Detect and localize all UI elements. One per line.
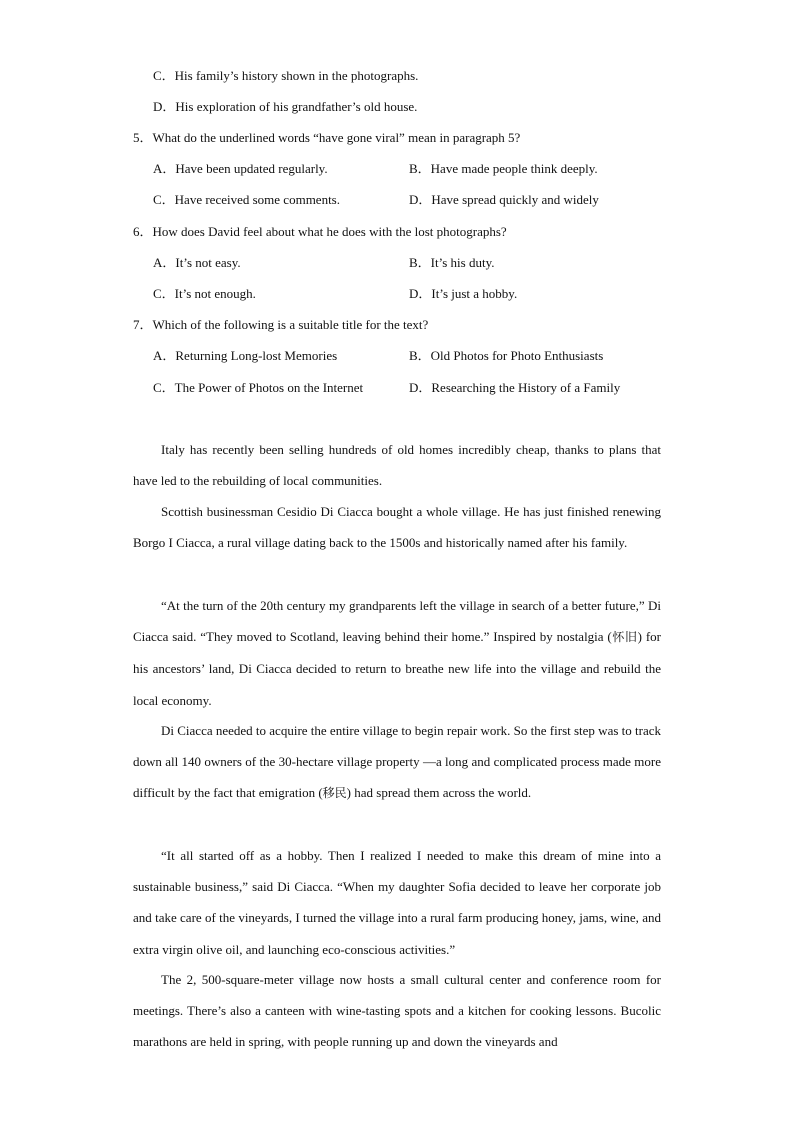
q5-option-d: D．Have spread quickly and widely bbox=[409, 192, 599, 207]
q4-option-d: D．His exploration of his grandfather’s old house. bbox=[153, 99, 418, 114]
q7-option-a: A．Returning Long-lost Memories bbox=[153, 348, 338, 363]
q6-option-a: A．It’s not easy. bbox=[153, 255, 241, 270]
q5-option-a: A．Have been updated regularly. bbox=[153, 161, 328, 176]
q4-option-c: C．His family’s history shown in the photographs. bbox=[153, 68, 419, 83]
passage-paragraph-2: Scottish businessman Cesidio Di Ciacca bought a whole village. He has just finished renewing Borgo I Ciacca, a rural village dating back to the 1500s and historically named after his family. bbox=[133, 504, 661, 551]
q6-option-b: B．It’s his duty. bbox=[409, 255, 495, 270]
passage-paragraph-1: Italy has recently been selling hundreds of old homes incredibly cheap, thanks to plans that have led to the rebuilding of local communities. bbox=[133, 442, 661, 489]
q6-option-d: D．It’s just a hobby. bbox=[409, 286, 518, 301]
q7-option-b: B．Old Photos for Photo Enthusiasts bbox=[409, 348, 604, 363]
q7-stem: 7．Which of the following is a suitable title for the text? bbox=[133, 317, 429, 332]
q5-option-c: C．Have received some comments. bbox=[153, 192, 340, 207]
q5-stem: 5．What do the underlined words “have gone viral” mean in paragraph 5? bbox=[133, 130, 521, 145]
passage-paragraph-4-part-b: ) had spread them across the world. bbox=[346, 785, 532, 801]
passage-paragraph-3 bbox=[133, 590, 661, 716]
q6-option-c: C．It’s not enough. bbox=[153, 286, 256, 301]
passage-paragraph-4 bbox=[133, 715, 661, 810]
passage-paragraph-5: “It all started off as a hobby. Then I realized I needed to make this dream of mine into a sustainable business,” said Di Ciacca. “When my daughter Sofia decided to leave her corporate job and take care of the vineyards, I turned the village into a rural farm producing honey, jams, wine, and extra virgin olive oil, and launching eco-conscious activities.” bbox=[133, 848, 661, 957]
passage-paragraph-6: The 2, 500-square-meter village now hosts a small cultural center and conference room for meetings. There’s also a canteen with wine-tasting spots and a kitchen for cooking lessons. Bucolic marathons are held in spring, with people running up and down the vineyards and bbox=[133, 972, 661, 1050]
q7-option-c: C．The Power of Photos on the Internet bbox=[153, 380, 364, 395]
passage-paragraph-3-gloss: 怀旧 bbox=[611, 630, 638, 645]
passage-paragraph-3-part-b: ) for his ancestors’ land, Di Ciacca decided to return to breathe new life into the village and rebuild the local economy. bbox=[133, 629, 661, 708]
q6-stem: 6．How does David feel about what he does with the lost photographs? bbox=[133, 224, 507, 239]
passage-paragraph-4-part-a: Di Ciacca needed to acquire the entire village to begin repair work. So the first step was to track down all 140 owners of the 30-hectare village property —a long and complicated process made more difficult by the fact that emigration ( bbox=[133, 723, 661, 801]
q7-option-d: D．Researching the History of a Family bbox=[409, 380, 621, 395]
q5-option-b: B．Have made people think deeply. bbox=[409, 161, 598, 176]
passage-paragraph-3-part-a: “At the turn of the 20th century my grandparents left the village in search of a better future,” Di Ciacca said. “They moved to Scotland, leaving behind their home.” Inspired by nostalgia ( bbox=[133, 598, 661, 645]
passage-paragraph-4-gloss: 移民 bbox=[322, 786, 347, 801]
